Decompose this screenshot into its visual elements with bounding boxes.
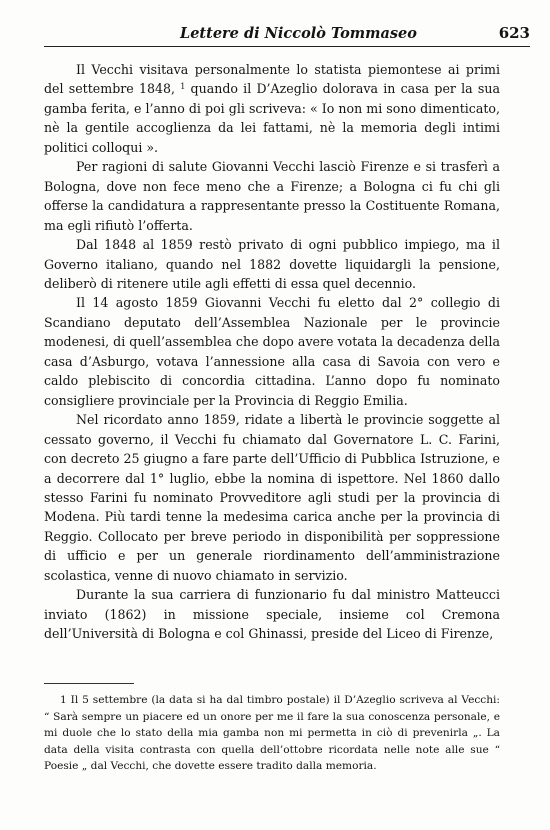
paragraph: Nel ricordato anno 1859, ridate a libertà le provincie soggette al cessato governo, il Vecchi fu chiamato dal Governatore L. C. Farini, con decreto 25 giugno a fare parte dell’Ufficio di Pubblica Istruzione, e a decorrere dal 1° luglio, ebbe la nomina di ispettore. Nel 1860 dallo stesso Farini fu nominato Provveditore agli studi per la provincia di Modena. Più tardi tenne la medesima carica anche per la provincia di Reggio. Collocato per breve periodo in disponibilità per soppressione di ufficio e per un generale riordinamento dell’amministrazione scolastica, venne di nuovo chiamato in servizio.	[44, 412, 500, 583]
paragraph-text: Il Vecchi visitava personalmente lo statista piemontese ai primi del settembre 1848,	[44, 62, 500, 97]
footnote-marker: 1	[60, 694, 67, 706]
footnote-paragraph	[44, 692, 500, 775]
paragraph-text: quando il D’Azeglio dolorava in casa per la sua gamba ferita, e l’anno di poi gli scriveva: « Io non mi sono dimenticato, nè la gentile accoglienza da lei fattami, nè la memoria degli intimi politici colloqui ».	[44, 81, 500, 155]
footnote-reference: 1	[180, 82, 186, 92]
running-title: Lettere di Niccolò Tommaseo	[180, 25, 417, 42]
paragraph	[44, 60, 500, 157]
page-number: 623	[498, 24, 530, 42]
paragraph: Il 14 agosto 1859 Giovanni Vecchi fu eletto dal 2° collegio di Scandiano deputato dell’Assemblea Nazionale per le provincie modenesi, di quell’assemblea che dopo avere votata la decadenza della casa d’Asburgo, votava l’annessione alla casa di Savoia con vero e caldo plebiscito di concordia cittadina. L’anno dopo fu nominato consigliere provinciale per la Provincia di Reggio Emilia.	[44, 295, 500, 408]
body-text	[44, 60, 500, 644]
footnote-text: Il 5 settembre (la data si ha dal timbro postale) il D’Azeglio scriveva al Vecchi: “ Sarà sempre un piacere ed un onore per me il fare la sua conoscenza personale, e mi duole che lo stato della mia gamba non mi permetta in ciò di prevenirla „. La data della visita contrasta con quella dell’ottobre ricordata nelle note alle sue “ Poesie „ dal Vecchi, che dovette essere tradito dalla memoria.	[44, 694, 500, 772]
paragraph: Durante la sua carriera di funzionario fu dal ministro Matteucci inviato (1862) in missione speciale, insieme col Cremona dell’Università di Bologna e col Ghinassi, preside del Liceo di Firenze,	[44, 587, 500, 642]
paragraph: Dal 1848 al 1859 restò privato di ogni pubblico impiego, ma il Governo italiano, quando nel 1882 dovette liquidargli la pensione, deliberò di ritenere utile agli effetti di essa quel decennio.	[44, 237, 500, 291]
footnote	[44, 692, 500, 775]
paragraph: Per ragioni di salute Giovanni Vecchi lasciò Firenze e si trasferì a Bologna, dove non fece meno che a Firenze; a Bologna ci fu chi gli offerse la candidatura a rappresentante presso la Costituente Romana, ma egli rifiutò l’offerta.	[44, 159, 500, 233]
footnote-divider	[44, 683, 134, 684]
running-header	[44, 22, 530, 47]
